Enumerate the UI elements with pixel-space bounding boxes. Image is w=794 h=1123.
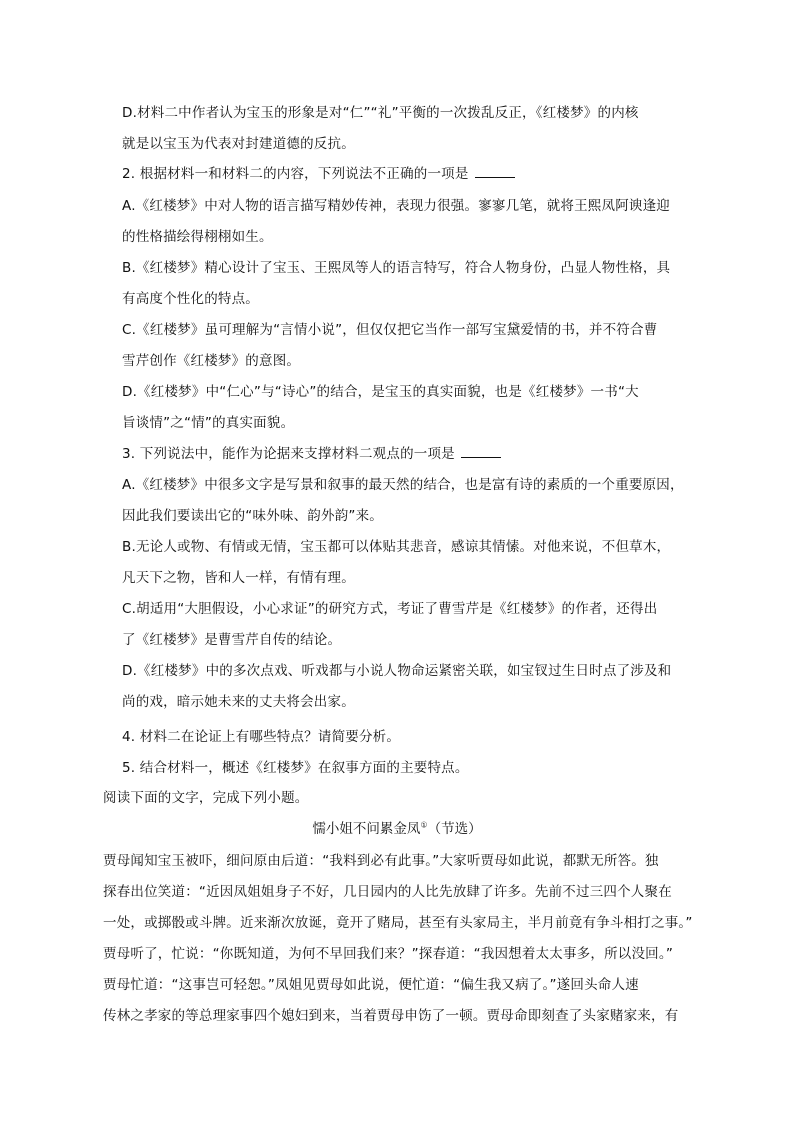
q3-option-c-line2: 了《红楼梦》是曹雪芹自传的结论。 [122,632,342,648]
question-2-text: 2. 根据材料一和材料二的内容，下列说法不正确的一项是 [122,166,469,182]
q3-option-a-line2: 因此我们要读出它的“味外味、韵外韵”来。 [122,508,383,524]
q2-option-b-line2: 有高度个性化的特点。 [122,291,259,307]
question-5-stem: 5. 结合材料一，概述《红楼梦》在叙事方面的主要特点。 [122,760,469,776]
question-3-stem [122,444,501,464]
reading-instruction: 阅读下面的文字，完成下列小题。 [103,790,309,806]
q3-option-b-line2: 凡天下之物，皆和人一样，有情有理。 [122,570,355,586]
passage-line-4: 贾母听了，忙说：“你既知道，为何不早回我们来？”探春道：“我因想着太太事多，所以没回。” [103,946,674,962]
passage-line-3: 一处，或掷骰或斗牌。近来渐次放诞，竟开了赌局，甚至有头家局主，半月前竟有争斗相打之事。” [103,915,693,931]
answer-blank [461,445,501,458]
q2-option-a-line2: 的性格描绘得栩栩如生。 [122,229,273,245]
passage-title [0,819,794,839]
passage-line-5: 贾母忙道：“这事岂可轻恕。”凤姐见贾母如此说，便忙道：“偏生我又病了。”遂回头命人速 [103,977,639,993]
question-4-stem: 4. 材料二在论证上有哪些特点？请简要分析。 [122,729,401,745]
q2-option-c-line2: 雪芹创作《红楼梦》的意图。 [122,353,301,369]
question-3-text: 3. 下列说法中，能作为论据来支撑材料二观点的一项是 [122,446,455,462]
passage-line-2: 探春出位笑道：“近因凤姐姐身子不好，几日园内的人比先放肆了许多。先前不过三四个人聚在 [103,884,672,900]
passage-line-6: 传林之孝家的等总理家事四个媳妇到来，当着贾母申饬了一顿。贾母命即刻查了头家赌家来，有 [103,1008,679,1024]
passage-title-text: 懦小姐不问累金凤 [312,821,421,837]
q2-option-d-line1: D.《红楼梦》中“仁心”与“诗心”的结合，是宝玉的真实面貌，也是《红楼梦》一书“大 [122,384,639,400]
passage-line-1: 贾母闻知宝玉被吓，细问原由后道：“我料到必有此事。”大家听贾母如此说，都默无所答。独 [103,853,659,869]
q1-option-d-line1: D.材料二中作者认为宝玉的形象是对“仁”“礼”平衡的一次拨乱反正，《红楼梦》的内核 [122,105,639,121]
q3-option-a-line1: A.《红楼梦》中很多文字是写景和叙事的最天然的结合，也是富有诗的素质的一个重要原因， [122,477,684,493]
q1-option-d-line2: 就是以宝玉为代表对封建道德的反抗。 [122,136,355,152]
q2-option-d-line2: 旨谈情”之“情”的真实面貌。 [122,415,295,431]
q3-option-b-line1: B.无论人或物、有情或无情，宝玉都可以体贴其悲音，感谅其情愫。对他来说，不但草木， [122,539,671,555]
question-2-stem [122,164,515,184]
passage-title-suffix: （节选） [427,821,482,837]
footnote-marker: ① [420,820,428,830]
q3-option-c-line1: C.胡适用“大胆假设，小心求证”的研究方式，考证了曹雪芹是《红楼梦》的作者，还得出 [122,601,658,617]
q3-option-d-line1: D.《红楼梦》中的多次点戏、听戏都与小说人物命运紧密关联，如宝钗过生日时点了涉及和 [122,663,672,679]
answer-blank [475,165,515,178]
q2-option-c-line1: C.《红楼梦》虽可理解为“言情小说”，但仅仅把它当作一部写宝黛爱情的书，并不符合曹 [122,322,658,338]
q2-option-a-line1: A.《红楼梦》中对人物的语言描写精妙传神，表现力很强。寥寥几笔，就将王熙凤阿谀逢迎 [122,198,670,214]
q2-option-b-line1: B.《红楼梦》精心设计了宝玉、王熙凤等人的语言特写，符合人物身份，凸显人物性格，具 [122,260,671,276]
q3-option-d-line2: 尚的戏，暗示她未来的丈夫将会出家。 [122,694,355,710]
